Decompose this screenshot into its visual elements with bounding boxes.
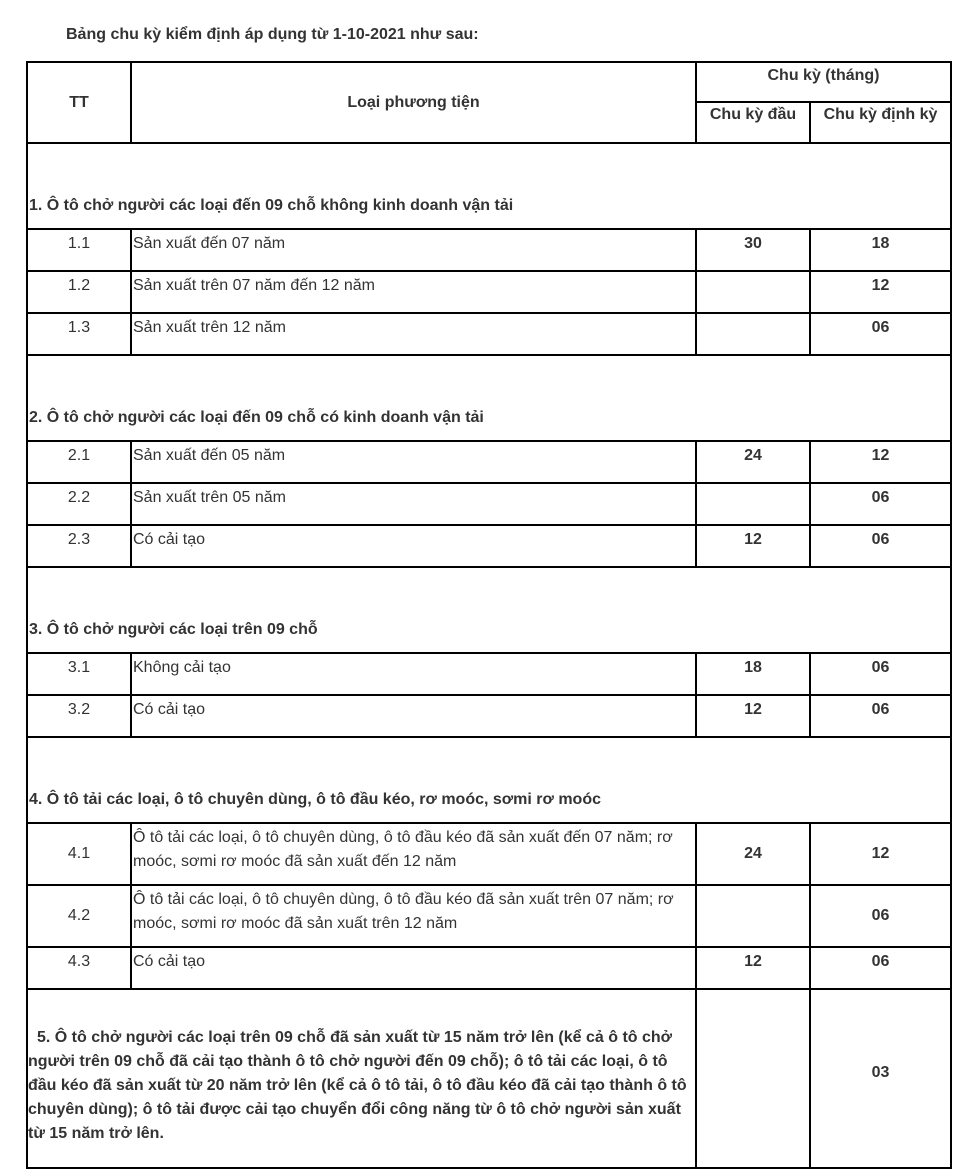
row-number: 3.2 xyxy=(27,695,131,737)
inspection-cycle-table xyxy=(26,61,952,1169)
periodic-cycle-value: 06 xyxy=(810,653,951,695)
vehicle-type: Sản xuất trên 05 năm xyxy=(131,483,696,525)
periodic-cycle-value: 06 xyxy=(810,483,951,525)
table-row xyxy=(27,483,951,525)
header-cycle-months: Chu kỳ (tháng) xyxy=(696,62,951,102)
section-title-cell xyxy=(27,737,951,823)
final-section-row xyxy=(27,989,951,1168)
periodic-cycle-value: 12 xyxy=(810,823,951,885)
first-cycle-value: 12 xyxy=(696,695,810,737)
table-row xyxy=(27,653,951,695)
first-cycle-value xyxy=(696,271,810,313)
vehicle-type: Sản xuất đến 05 năm xyxy=(131,441,696,483)
table-row xyxy=(27,695,951,737)
periodic-cycle-value: 06 xyxy=(810,885,951,947)
vehicle-type: Ô tô tải các loại, ô tô chuyên dùng, ô tô đầu kéo đã sản xuất đến 07 năm; rơ moóc, sơmi rơ moóc đã sản xuất đến 12 năm xyxy=(131,823,696,885)
vehicle-type: Có cải tạo xyxy=(131,695,696,737)
row-number: 4.2 xyxy=(27,885,131,947)
vehicle-type: Có cải tạo xyxy=(131,947,696,989)
table-row xyxy=(27,229,951,271)
row-number: 4.1 xyxy=(27,823,131,885)
section-row xyxy=(27,737,951,823)
table-row xyxy=(27,441,951,483)
vehicle-type: Sản xuất trên 12 năm xyxy=(131,313,696,355)
vehicle-type: Sản xuất đến 07 năm xyxy=(131,229,696,271)
first-cycle-value xyxy=(696,483,810,525)
final-section-description xyxy=(27,989,696,1168)
row-number: 2.3 xyxy=(27,525,131,567)
table-row xyxy=(27,885,951,947)
section-row xyxy=(27,567,951,653)
table-row xyxy=(27,271,951,313)
periodic-cycle-value: 18 xyxy=(810,229,951,271)
periodic-cycle-value: 06 xyxy=(810,947,951,989)
header-vehicle-type: Loại phương tiện xyxy=(131,62,696,143)
header-tt: TT xyxy=(27,62,131,143)
row-number: 2.2 xyxy=(27,483,131,525)
table-row xyxy=(27,313,951,355)
periodic-cycle-value: 12 xyxy=(810,271,951,313)
periodic-cycle-value: 03 xyxy=(810,989,951,1168)
first-cycle-value: 18 xyxy=(696,653,810,695)
section-title-cell xyxy=(27,143,951,229)
section-title: 1. Ô tô chở người các loại đến 09 chỗ không kinh doanh vận tải xyxy=(29,197,514,214)
final-section-text: 5. Ô tô chở người các loại trên 09 chỗ đã sản xuất từ 15 năm trở lên (kể cả ô tô chở người trên 09 chỗ đã cải tạo thành ô tô chở người đến 09 chỗ); ô tô tải các loại, ô tô đầu kéo đã sản xuất từ 20 năm trở lên (kể cả ô tô tải, ô tô đầu kéo đã cải tạo thành ô tô chuyên dùng); ô tô tải được cải tạo chuyển đổi công năng từ ô tô chở người sản xuất từ 15 năm trở lên. xyxy=(28,1028,687,1142)
first-cycle-value xyxy=(696,313,810,355)
first-cycle-value: 12 xyxy=(696,947,810,989)
table-row xyxy=(27,823,951,885)
page-title: Bảng chu kỳ kiểm định áp dụng từ 1-10-2021 như sau: xyxy=(66,26,479,43)
row-number: 3.1 xyxy=(27,653,131,695)
header-periodic-cycle: Chu kỳ định kỳ xyxy=(810,102,951,143)
table-row xyxy=(27,525,951,567)
header-first-cycle: Chu kỳ đầu xyxy=(696,102,810,143)
first-cycle-value: 24 xyxy=(696,823,810,885)
row-number: 1.1 xyxy=(27,229,131,271)
section-row xyxy=(27,143,951,229)
section-title-cell xyxy=(27,567,951,653)
vehicle-type: Không cải tạo xyxy=(131,653,696,695)
first-cycle-value: 30 xyxy=(696,229,810,271)
vehicle-type: Sản xuất trên 07 năm đến 12 năm xyxy=(131,271,696,313)
row-number: 1.2 xyxy=(27,271,131,313)
row-number: 4.3 xyxy=(27,947,131,989)
first-cycle-value xyxy=(696,885,810,947)
periodic-cycle-value: 06 xyxy=(810,525,951,567)
first-cycle-value: 24 xyxy=(696,441,810,483)
periodic-cycle-value: 06 xyxy=(810,695,951,737)
vehicle-type: Ô tô tải các loại, ô tô chuyên dùng, ô tô đầu kéo đã sản xuất trên 07 năm; rơ moóc, sơmi rơ moóc đã sản xuất trên 12 năm xyxy=(131,885,696,947)
periodic-cycle-value: 12 xyxy=(810,441,951,483)
first-cycle-value: 12 xyxy=(696,525,810,567)
section-title: 4. Ô tô tải các loại, ô tô chuyên dùng, ô tô đầu kéo, rơ moóc, sơmi rơ moóc xyxy=(29,791,601,808)
section-title: 3. Ô tô chở người các loại trên 09 chỗ xyxy=(29,621,318,638)
row-number: 2.1 xyxy=(27,441,131,483)
table-row xyxy=(27,947,951,989)
section-row xyxy=(27,355,951,441)
row-number: 1.3 xyxy=(27,313,131,355)
vehicle-type: Có cải tạo xyxy=(131,525,696,567)
section-title-cell xyxy=(27,355,951,441)
first-cycle-value xyxy=(696,989,810,1168)
periodic-cycle-value: 06 xyxy=(810,313,951,355)
section-title: 2. Ô tô chở người các loại đến 09 chỗ có kinh doanh vận tải xyxy=(29,409,484,426)
